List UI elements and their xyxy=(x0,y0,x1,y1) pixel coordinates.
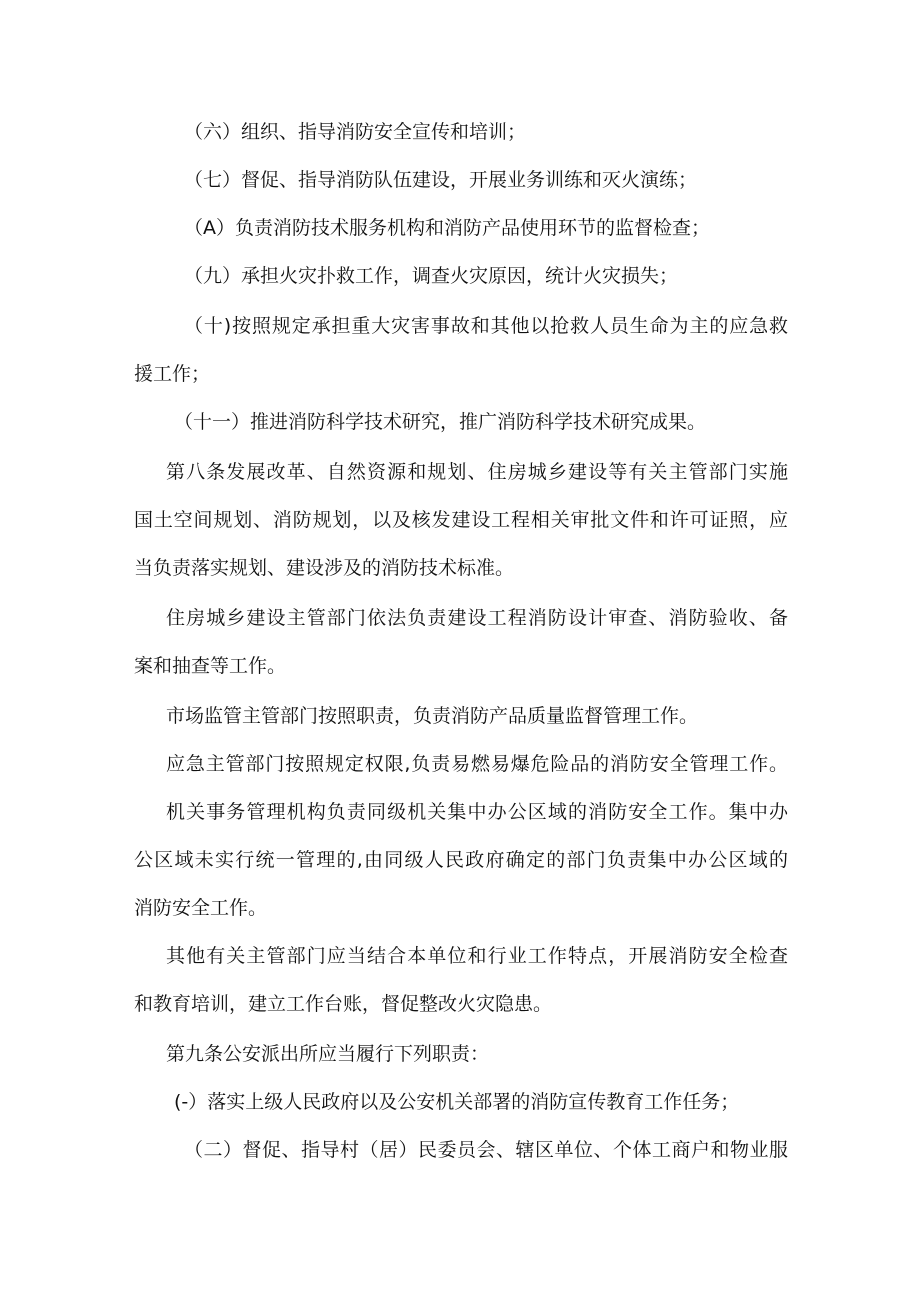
text-line-item-7: （七）督促、指导消防队伍建设，开展业务训练和灭火演练； xyxy=(184,169,698,191)
text-line-item-10-end: 援工作； xyxy=(134,363,211,385)
text-line-office-3: 消防安全工作。 xyxy=(134,897,268,919)
text-line-office-1: 机关事务管理机构负责同级机关集中办公区域的消防安全工作。集中办 xyxy=(166,801,788,823)
text-line-market: 市场监管主管部门按照职责，负责消防产品质量监督管理工作。 xyxy=(166,705,699,727)
text-line-emergency: 应急主管部门按照规定权限,负责易燃易爆危险品的消防安全管理工作。 xyxy=(166,753,788,775)
text-line-item-10-start: （十)按照规定承担重大灾害事故和其他以抢救人员生命为主的应急救 xyxy=(184,315,788,337)
text-line-article-8-2: 国土空间规划、消防规划，以及核发建设工程相关审批文件和许可证照，应 xyxy=(134,509,788,531)
text-line-other-2: 和教育培训，建立工作台账，督促整改火灾隐患。 xyxy=(134,993,553,1015)
text-line-item-9: （九）承担火灾扑救工作，调查火灾原因，统计火灾损失； xyxy=(184,265,679,287)
text-line-duty-1: (-）落实上级人民政府以及公安机关部署的消防宣传教育工作任务； xyxy=(174,1091,740,1113)
text-line-other-1: 其他有关主管部门应当结合本单位和行业工作特点，开展消防安全检查 xyxy=(166,945,788,967)
text-line-housing-1: 住房城乡建设主管部门依法负责建设工程消防设计审查、消防验收、备 xyxy=(166,607,788,629)
text-line-office-2: 公区域未实行统一管理的,由同级人民政府确定的部门负责集中办公区域的 xyxy=(134,849,788,871)
text-line-article-8-3: 当负责落实规划、建设涉及的消防技术标准。 xyxy=(134,557,515,579)
text-line-article-9: 第九条公安派出所应当履行下列职责： xyxy=(166,1043,490,1065)
text-line-duty-2: （二）督促、指导村（居）民委员会、辖区单位、个体工商户和物业服 xyxy=(184,1139,788,1161)
text-line-item-6: （六）组织、指导消防安全宣传和培训； xyxy=(184,121,527,143)
text-line-item-11: （十一）推进消防科学技术研究，推广消防科学技术研究成果。 xyxy=(174,411,707,433)
text-line-housing-2: 案和抽查等工作。 xyxy=(134,655,287,677)
text-line-item-8: （A）负责消防技术服务机构和消防产品使用环节的监督检查； xyxy=(184,217,710,239)
text-line-article-8-1: 第八条发展改革、自然资源和规划、住房城乡建设等有关主管部门实施 xyxy=(166,461,788,483)
